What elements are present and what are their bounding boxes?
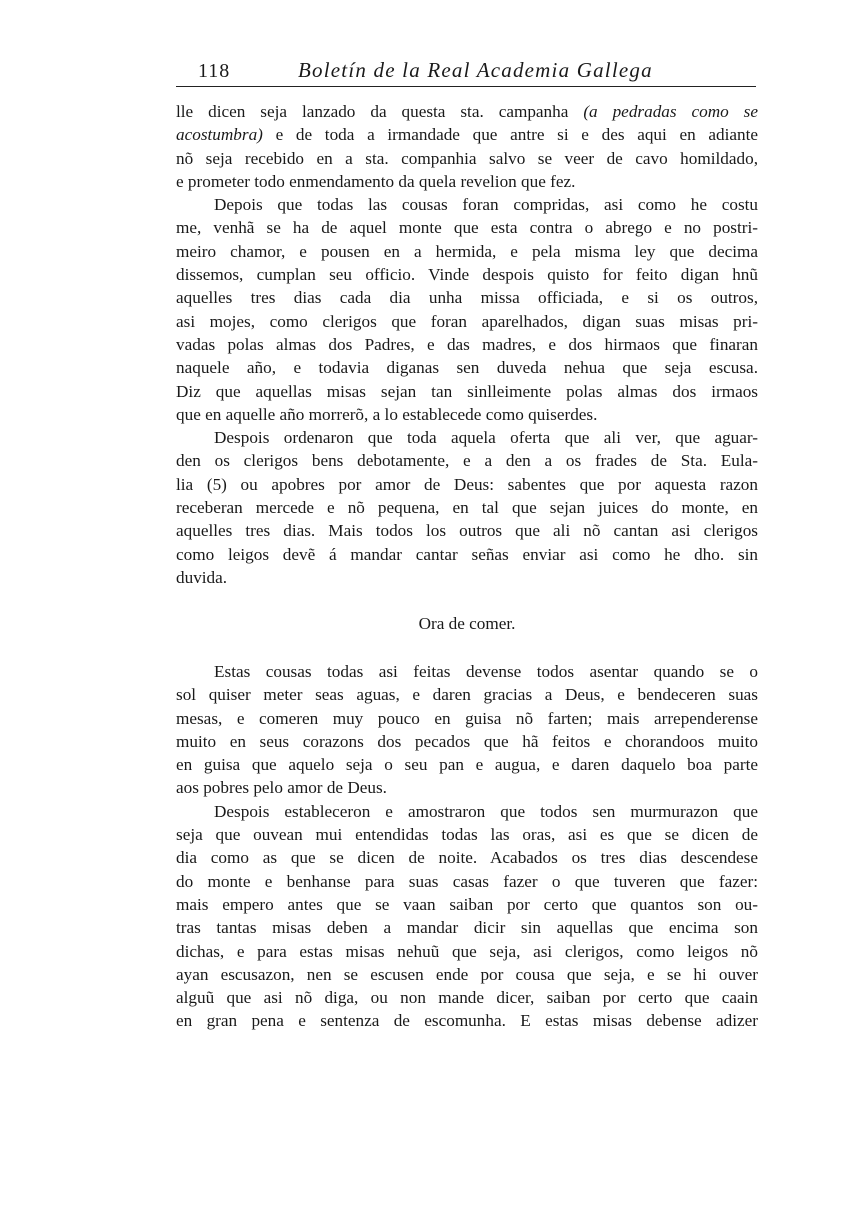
line-text: duvida. <box>176 567 228 587</box>
line-text: que en aquelle año morrerõ, a lo establecede como quiserdes. <box>176 404 598 424</box>
line-text: nõ seja recebido en a sta. companhia salvo se veer de cavo homildado, <box>176 148 758 168</box>
line-text: e de toda a irmandade que antre si e des aqui en adiante <box>262 125 758 145</box>
text-line <box>176 566 758 589</box>
line-text: en guisa que aquelo seja o seu pan e augua, e daren daquelo boa parte <box>176 755 758 775</box>
line-text: alguũ que asi nõ diga, ou non mande dicer, saiban por certo que caain <box>176 988 758 1008</box>
text-line <box>176 286 758 309</box>
body-text-part-2 <box>176 660 758 1033</box>
text-line <box>176 170 758 193</box>
line-text: Depois que todas las cousas foran compridas, asi como he costu <box>214 195 758 215</box>
line-text: mais empero antes que se vaan saiban por certo que quantos son ou- <box>176 894 758 914</box>
text-line <box>176 380 758 403</box>
line-text: den os clerigos bens debotamente, e a den a os frades de Sta. Eula- <box>176 451 758 471</box>
text-line <box>176 449 758 472</box>
line-text: tras tantas misas deben a mandar dicir sin aquellas que encima son <box>176 918 758 938</box>
line-text: dia como as que se dicen de noite. Acabados os tres dias descendese <box>176 848 758 868</box>
line-text: como leigos devẽ á mandar cantar señas enviar asi como he dho. sin <box>176 544 758 564</box>
page-header <box>176 58 756 87</box>
text-line <box>176 707 758 730</box>
line-text: vadas polas almas dos Padres, e das madres, e dos hirmaos que finaran <box>176 334 758 354</box>
text-line <box>176 473 758 496</box>
line-text: en gran pena e sentenza de escomunha. E estas misas debense adizer <box>176 1011 758 1031</box>
line-text: sol quiser meter seas aguas, e daren gracias a Deus, e bendeceren suas <box>176 685 758 705</box>
text-line <box>176 426 758 449</box>
line-text: lle dicen seja lanzado da questa sta. campanha <box>176 102 584 121</box>
line-text: Estas cousas todas asi feitas devense todos asentar quando se o <box>214 662 758 681</box>
text-line <box>176 870 758 893</box>
body-text-part-1 <box>176 100 758 589</box>
text-line <box>176 193 758 216</box>
text-line <box>176 753 758 776</box>
italic-text: acostumbra) <box>176 125 263 145</box>
line-text: seja que ouvean mui entendidas todas las oras, asi es que se dicen de <box>176 825 758 845</box>
text-line <box>176 356 758 379</box>
text-line <box>176 986 758 1009</box>
text-line <box>176 123 758 146</box>
line-text: me, venhã se ha de aquel monte que esta contra o abrego e no postri- <box>176 218 758 238</box>
text-line <box>176 963 758 986</box>
section-heading: Ora de comer. <box>418 614 516 633</box>
text-line <box>176 660 758 683</box>
text-line <box>176 893 758 916</box>
line-text: Diz que aquellas misas sejan tan sinlleimente polas almas dos irmaos <box>176 381 758 401</box>
line-text: Despois estableceron e amostraron que todos sen murmurazon que <box>214 801 758 821</box>
text-line <box>176 496 758 519</box>
line-text: dissemos, cumplan seu officio. Vinde despois quisto for feito digan hnũ <box>176 265 758 285</box>
line-text: aquelles tres dias cada dia unha missa officiada, e si os outros, <box>176 288 758 308</box>
line-text: do monte e benhanse para suas casas fazer o que tuveren que fazer: <box>176 871 758 891</box>
line-text: mesas, e comeren muy pouco en guisa nõ farten; mais arrependerense <box>176 708 758 728</box>
text-line <box>176 240 758 263</box>
text-line <box>176 147 758 170</box>
line-text: muito en seus corazons dos pecados que hã feitos e chorandoos muito <box>176 731 758 751</box>
page-number: 118 <box>198 60 231 82</box>
text-line <box>176 823 758 846</box>
text-line <box>176 730 758 753</box>
text-line <box>176 310 758 333</box>
text-line <box>176 683 758 706</box>
text-line <box>176 519 758 542</box>
text-line <box>176 916 758 939</box>
text-line <box>176 403 758 426</box>
line-text: e prometer todo enmendamento da quela revelion que fez. <box>176 171 576 191</box>
text-line <box>176 846 758 869</box>
text-line <box>176 333 758 356</box>
text-line <box>176 100 758 123</box>
line-text: Despois ordenaron que toda aquela oferta que ali ver, que aguar- <box>214 428 758 448</box>
text-line <box>176 263 758 286</box>
line-text: dichas, e para estas misas nehuũ que seja, asi clerigos, como leigos nõ <box>176 941 758 961</box>
italic-text: (a pedradas como se <box>583 102 758 121</box>
line-text: naquele año, e todavia diganas sen duveda nehua que seja escusa. <box>176 358 758 378</box>
text-line <box>176 940 758 963</box>
line-text: asi mojes, como clerigos que foran aparelhados, digan suas misas pri- <box>176 311 758 331</box>
text-line <box>176 543 758 566</box>
line-text: lia (5) ou apobres por amor de Deus: sabentes que por aquesta razon <box>176 474 758 494</box>
text-line <box>176 776 758 799</box>
text-line <box>176 1009 758 1032</box>
text-line <box>176 216 758 239</box>
running-title: Boletín de la Real Academia Gallega <box>298 58 653 82</box>
line-text: aos pobres pelo amor de Deus. <box>176 778 387 798</box>
line-text: receberan mercede e nõ pequena, en tal que sejan juices do monte, en <box>176 498 758 518</box>
line-text: aquelles tres dias. Mais todos los outros que ali nõ cantan asi clerigos <box>176 521 758 541</box>
line-text: ayan escusazon, nen se escusen ende por cousa que seja, e se hi ouver <box>176 964 758 984</box>
text-line <box>176 800 758 823</box>
line-text: meiro chamor, e pousen en a hermida, e pela misma ley que decima <box>176 241 758 261</box>
